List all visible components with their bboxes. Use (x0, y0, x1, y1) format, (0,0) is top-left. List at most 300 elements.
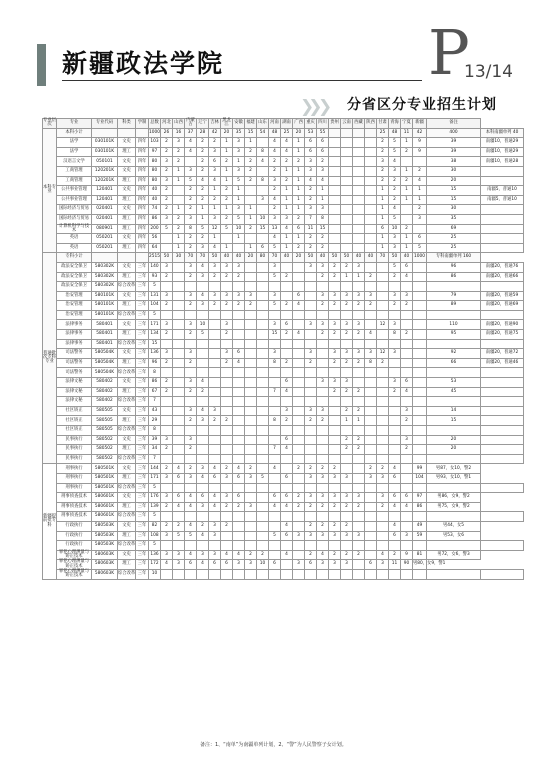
table-row (43, 205, 524, 215)
table-cell: 2 (389, 195, 401, 205)
table-cell: 3 (221, 291, 233, 301)
table-cell: 120201K (92, 176, 118, 186)
table-cell: 16 (173, 128, 185, 138)
table-cell: 2 (401, 301, 413, 311)
table-cell (389, 416, 401, 426)
table-cell: 理工 (118, 445, 136, 455)
table-cell: 50 (161, 253, 173, 263)
table-cell (365, 310, 377, 320)
table-cell: 南疆20，普通76 (481, 262, 524, 272)
table-cell (173, 512, 185, 522)
table-row (43, 483, 524, 493)
table-cell: 200 (149, 224, 161, 234)
table-cell: 2 (173, 157, 185, 167)
table-cell: 3 (233, 205, 245, 215)
table-cell (401, 282, 413, 292)
table-cell (221, 234, 233, 244)
table-cell: 2 (161, 521, 173, 531)
table-cell (353, 368, 365, 378)
table-cell (329, 186, 341, 196)
table-cell: 理工 (118, 195, 136, 205)
table-cell: 4 (197, 262, 209, 272)
table-cell: 2 (317, 502, 329, 512)
table-cell: 2 (233, 502, 245, 512)
table-cell (173, 330, 185, 340)
table-cell: 2 (161, 138, 173, 148)
table-cell: 2 (161, 445, 173, 455)
table-cell (161, 397, 173, 407)
table-cell: 4 (221, 550, 233, 560)
table-cell (257, 349, 269, 359)
table-cell (341, 397, 353, 407)
table-cell (293, 435, 305, 445)
table-cell (353, 157, 365, 167)
table-cell (389, 368, 401, 378)
table-cell: 2 (305, 243, 317, 253)
table-cell: 2 (293, 214, 305, 224)
table-cell: 理工 (118, 358, 136, 368)
table-cell (365, 368, 377, 378)
table-cell: 5 (173, 531, 185, 541)
table-cell: 2 (329, 301, 341, 311)
table-cell (293, 387, 305, 397)
table-cell: 104 (149, 301, 161, 311)
table-cell (173, 454, 185, 464)
table-cell: 39 (149, 435, 161, 445)
table-cell (413, 310, 427, 320)
table-cell: 1 (293, 195, 305, 205)
table-cell (257, 541, 269, 551)
table-cell: 2 (245, 301, 257, 311)
table-cell: 三年 (136, 493, 149, 503)
column-header: 河北 (161, 119, 173, 129)
table-cell: 2 (377, 138, 389, 148)
table-cell: 2 (209, 301, 221, 311)
table-cell (209, 310, 221, 320)
table-cell (269, 406, 281, 416)
table-cell (353, 397, 365, 407)
table-cell: 6 (389, 493, 401, 503)
table-cell: 6 (209, 560, 221, 570)
table-cell: 3 (161, 531, 173, 541)
table-cell: 4 (233, 358, 245, 368)
table-cell (185, 339, 197, 349)
table-cell: 2 (401, 330, 413, 340)
table-cell: 6 (281, 378, 293, 388)
table-row (43, 330, 524, 340)
table-cell (401, 521, 413, 531)
major-name-cell: 行政执行 (57, 541, 92, 551)
table-cell: 4 (197, 378, 209, 388)
table-cell: 3 (341, 493, 353, 503)
table-cell: 2 (353, 502, 365, 512)
table-cell: 4 (281, 224, 293, 234)
table-cell: 7 (149, 454, 161, 464)
table-cell: 080901 (92, 224, 118, 234)
table-cell (221, 368, 233, 378)
table-cell: 2 (221, 502, 233, 512)
table-cell: 文史 (118, 262, 136, 272)
table-cell (377, 282, 389, 292)
table-cell (365, 214, 377, 224)
table-cell (281, 262, 293, 272)
table-row (43, 262, 524, 272)
table-row (43, 310, 524, 320)
table-cell (341, 541, 353, 551)
table-cell: 3 (281, 406, 293, 416)
table-cell (481, 406, 524, 416)
table-cell: 3 (365, 473, 377, 483)
table-cell: 3 (341, 291, 353, 301)
table-cell: 3 (329, 320, 341, 330)
table-cell (413, 426, 427, 436)
table-cell (161, 282, 173, 292)
table-cell: 2 (341, 406, 353, 416)
table-cell: 男53，女6 (427, 531, 481, 541)
school-name: 新疆政法学院 (62, 49, 225, 78)
table-cell (401, 454, 413, 464)
table-cell (413, 358, 427, 368)
table-cell: 1 (293, 176, 305, 186)
table-cell (481, 234, 524, 244)
header-rule (62, 80, 422, 81)
table-cell: 110 (427, 320, 481, 330)
table-cell (257, 368, 269, 378)
table-cell: 综合改革 (118, 426, 136, 436)
table-cell (427, 512, 481, 522)
table-cell (365, 406, 377, 416)
table-cell (401, 157, 413, 167)
table-cell (197, 483, 209, 493)
table-cell: 1 (233, 195, 245, 205)
table-cell: 20 (245, 253, 257, 263)
table-cell: 6 (305, 560, 317, 570)
table-cell (257, 272, 269, 282)
table-cell: 文史 (118, 166, 136, 176)
table-cell (353, 243, 365, 253)
table-cell (257, 493, 269, 503)
table-cell (293, 569, 305, 579)
table-cell (427, 541, 481, 551)
table-cell (269, 310, 281, 320)
table-cell: 3 (197, 416, 209, 426)
column-header: 专业层次 (43, 118, 56, 128)
table-cell (389, 512, 401, 522)
table-cell: 2 (317, 301, 329, 311)
table-cell (281, 310, 293, 320)
table-cell: 4 (185, 147, 197, 157)
table-cell: 96 (149, 358, 161, 368)
table-cell (221, 454, 233, 464)
table-cell: 580101K (92, 310, 118, 320)
table-header-row (43, 119, 524, 129)
table-cell (365, 521, 377, 531)
table-cell: 3 (209, 214, 221, 224)
table-cell: 6 (233, 493, 245, 503)
table-cell (329, 368, 341, 378)
table-cell: 050201 (92, 243, 118, 253)
major-name-cell: 法律文秘 (57, 378, 92, 388)
table-cell: 37 (185, 128, 197, 138)
table-cell (161, 416, 173, 426)
table-cell (305, 445, 317, 455)
table-cell: 50 (305, 253, 317, 263)
column-header: 西藏 (353, 119, 365, 129)
table-cell: 6 (293, 291, 305, 301)
table-cell: 3 (341, 320, 353, 330)
table-cell: 3 (161, 493, 173, 503)
table-cell (317, 358, 329, 368)
table-cell: 50 (329, 253, 341, 263)
table-cell: 120401 (92, 186, 118, 196)
table-cell: 5 (149, 541, 161, 551)
table-cell (377, 426, 389, 436)
table-cell (257, 531, 269, 541)
table-cell: 4 (197, 406, 209, 416)
table-cell (245, 521, 257, 531)
table-cell: 南疆20，普通72 (481, 349, 524, 359)
table-cell: 40 (401, 253, 413, 263)
table-cell: 3 (233, 166, 245, 176)
table-cell: 2 (329, 387, 341, 397)
table-cell: 4 (197, 473, 209, 483)
table-cell (401, 349, 413, 359)
table-cell (161, 426, 173, 436)
table-cell: 2 (233, 272, 245, 282)
table-cell: 南疆20，普通59 (481, 291, 524, 301)
table-cell (209, 349, 221, 359)
table-cell: 134 (149, 330, 161, 340)
table-cell (377, 445, 389, 455)
table-row (43, 291, 524, 301)
table-cell: 文史 (118, 138, 136, 148)
table-cell: 1 (293, 186, 305, 196)
table-cell (377, 262, 389, 272)
major-name-cell: 刑事侦查技术 (57, 512, 92, 522)
table-cell: 文史 (118, 186, 136, 196)
table-cell: 男87，女10，警2 (427, 464, 481, 474)
table-cell (209, 569, 221, 579)
table-cell: 4 (305, 176, 317, 186)
table-cell: 15 (257, 224, 269, 234)
table-cell: 580504K (92, 368, 118, 378)
table-cell (245, 282, 257, 292)
table-cell: 文史 (118, 205, 136, 215)
table-cell (257, 138, 269, 148)
table-cell: 理工 (118, 473, 136, 483)
table-cell: 5 (389, 138, 401, 148)
table-cell: 3 (185, 291, 197, 301)
table-cell (209, 435, 221, 445)
table-row (43, 435, 524, 445)
table-cell: 3 (317, 406, 329, 416)
table-cell: 12 (377, 349, 389, 359)
major-name-cell: 工商管理 (57, 176, 92, 186)
table-cell (269, 541, 281, 551)
table-cell: 三年 (136, 550, 149, 560)
table-cell: 2 (173, 521, 185, 531)
table-row (43, 214, 524, 224)
table-cell (161, 569, 173, 579)
table-row (43, 464, 524, 474)
table-cell: 2 (353, 358, 365, 368)
table-cell: 1 (401, 234, 413, 244)
table-cell: 2 (161, 166, 173, 176)
table-cell (136, 253, 149, 263)
table-cell: 2 (209, 195, 221, 205)
table-cell: 86 (427, 272, 481, 282)
major-name-cell: 英语 (57, 234, 92, 244)
table-cell: 理工 (118, 531, 136, 541)
table-cell: 1 (293, 234, 305, 244)
table-cell (293, 406, 305, 416)
table-cell: 2 (401, 147, 413, 157)
table-cell (197, 368, 209, 378)
table-cell: 理工 (118, 243, 136, 253)
table-cell: 2 (221, 157, 233, 167)
table-cell: 3 (377, 157, 389, 167)
table-cell (257, 166, 269, 176)
table-row (43, 195, 524, 205)
table-cell: 12 (377, 320, 389, 330)
table-cell (293, 426, 305, 436)
table-cell: 3 (317, 166, 329, 176)
table-cell (269, 473, 281, 483)
table-cell: 2 (245, 176, 257, 186)
table-cell: 2 (329, 272, 341, 282)
table-cell: 三年 (136, 358, 149, 368)
table-cell (365, 234, 377, 244)
chevron-right-icon: ❯ (318, 97, 327, 117)
table-cell (377, 330, 389, 340)
table-cell: 理工 (118, 330, 136, 340)
table-cell: 580302K (92, 262, 118, 272)
table-cell (365, 435, 377, 445)
table-cell: 2 (317, 464, 329, 474)
table-cell: 3 (389, 291, 401, 301)
major-name-cell: 法律事务 (57, 339, 92, 349)
table-cell: 3 (389, 349, 401, 359)
table-cell (365, 541, 377, 551)
table-cell: 4 (269, 464, 281, 474)
table-cell: 1 (221, 205, 233, 215)
table-cell: 理工 (118, 502, 136, 512)
major-name-cell: 政法安全保卫 (57, 262, 92, 272)
table-cell (173, 262, 185, 272)
table-cell (245, 454, 257, 464)
table-row (43, 378, 524, 388)
table-cell: 3 (329, 291, 341, 301)
table-cell: 4 (281, 502, 293, 512)
table-cell: 4 (269, 502, 281, 512)
table-cell: 3 (185, 473, 197, 483)
table-cell (481, 397, 524, 407)
table-cell: 1 (281, 195, 293, 205)
major-name-cell: 国际经济与贸易 (57, 214, 92, 224)
table-cell: 三年 (136, 272, 149, 282)
table-cell: 6 (173, 493, 185, 503)
table-cell: 文史 (118, 435, 136, 445)
table-cell (317, 435, 329, 445)
level-group-cell: 新疆提前批专科 (43, 464, 57, 579)
table-cell: 74 (149, 205, 161, 215)
table-cell (209, 320, 221, 330)
table-cell (365, 416, 377, 426)
table-cell (293, 320, 305, 330)
table-cell: 6 (389, 473, 401, 483)
table-cell (293, 282, 305, 292)
major-name-cell: 罪犯心理测量与矫正技术 (57, 550, 92, 560)
table-cell (257, 301, 269, 311)
table-cell (353, 512, 365, 522)
table-cell (389, 483, 401, 493)
table-cell (173, 320, 185, 330)
table-cell: 25 (427, 243, 481, 253)
table-row (43, 541, 524, 551)
table-cell: 2 (329, 502, 341, 512)
table-cell (377, 541, 389, 551)
table-cell: 2 (389, 176, 401, 186)
table-cell: 580502 (92, 454, 118, 464)
table-cell: 171 (149, 320, 161, 330)
table-cell: 1 (293, 166, 305, 176)
table-cell (389, 310, 401, 320)
table-cell: 3 (305, 531, 317, 541)
table-cell (233, 569, 245, 579)
table-cell: 4 (269, 234, 281, 244)
table-cell (281, 426, 293, 436)
table-cell (329, 339, 341, 349)
table-cell: 20 (427, 445, 481, 455)
table-row (43, 397, 524, 407)
table-cell (293, 339, 305, 349)
table-cell: 136 (149, 349, 161, 359)
table-cell: 93 (149, 272, 161, 282)
table-cell (481, 454, 524, 464)
table-cell: 3 (317, 493, 329, 503)
table-cell (329, 176, 341, 186)
major-name-cell: 民事执行 (57, 435, 92, 445)
table-cell: 四年 (136, 186, 149, 196)
table-cell (281, 541, 293, 551)
table-cell (257, 320, 269, 330)
table-cell: 20 (427, 435, 481, 445)
table-cell: 3 (305, 493, 317, 503)
table-cell: 43 (149, 406, 161, 416)
table-cell: 3 (353, 493, 365, 503)
table-cell: 580501K (92, 464, 118, 474)
table-cell: 3 (197, 243, 209, 253)
table-cell (221, 378, 233, 388)
table-cell: 20 (293, 128, 305, 138)
table-cell: 25 (427, 234, 481, 244)
table-cell (329, 397, 341, 407)
table-cell: 171 (149, 473, 161, 483)
table-cell (293, 358, 305, 368)
table-cell (353, 560, 365, 570)
table-cell (353, 138, 365, 148)
table-cell (377, 406, 389, 416)
table-cell (329, 282, 341, 292)
table-cell: 三年 (136, 560, 149, 570)
table-row (43, 445, 524, 455)
table-cell (257, 464, 269, 474)
table-cell (481, 435, 524, 445)
table-cell (341, 195, 353, 205)
table-cell (317, 387, 329, 397)
table-cell: 四年 (136, 243, 149, 253)
table-cell: 6 (281, 473, 293, 483)
